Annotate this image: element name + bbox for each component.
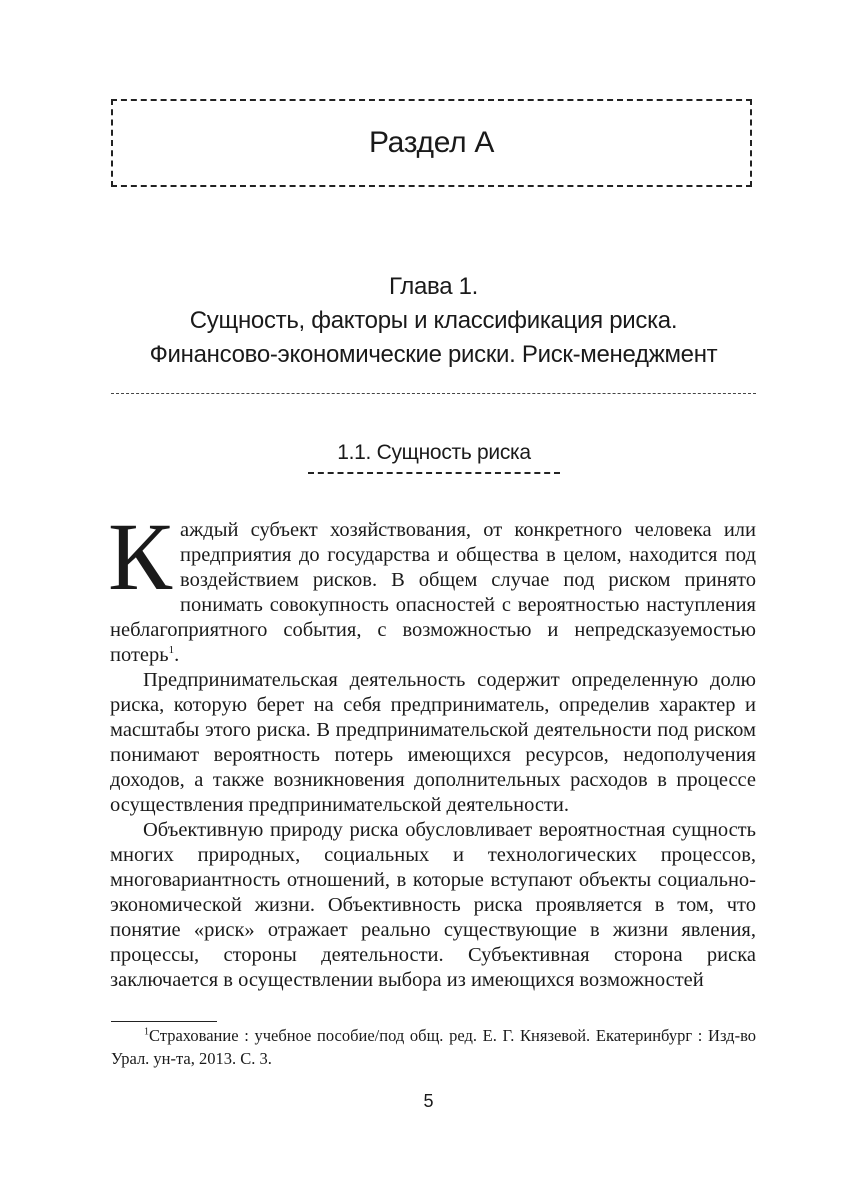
section-heading-box [111,99,752,187]
chapter-number: Глава 1. [388,273,479,300]
paragraph-2: Предпринимательская деятельность содержит определенную долю риска, которую берет на себя предприниматель, определив характер и масштабы этого риска. В предпринимательской деятельности под риском понимают вероятность потерь имеющихся ресурсов, недополучения доходов, а также возникновения дополнительных расходов в процессе осуществления предпринимательской деятельности. [110,669,756,816]
footnote-reference[interactable]: 1 [168,644,175,657]
paragraph-1-text: аждый субъект хозяйствования, от конкретного человека или предприятия до государства и общества в целом, находится под воздействием рисков. В общем случае под риском принято понимать совокупность опасностей с вероятностью наступления неблагоприятного события, с возможностью и непредсказуемостью потерь [110,519,756,666]
footnote-text: Страхование : учебное пособие/под общ. ред. Е. Г. Князевой. Екатеринбург : Изд-во Урал. ун-та, 2013. С. 3. [111,1026,756,1068]
paragraph-3: Объективную природу риска обусловливает вероятностная сущность многих природных, социальных и технологических процессов, многовариантность отношений, в которые вступают объекты социально-экономической жизни. Объективность риска проявляется в том, что понятие «риск» отражает реально существующие в жизни явления, процессы, стороны деятельности. Субъективная сторона риска заключается в осуществлении выбора из имеющихся возможностей [110,819,756,991]
footnote [111,1024,756,1070]
section-title: Раздел А [368,126,495,159]
paragraph-1-end: . [174,644,180,666]
chapter-heading [111,270,756,372]
paragraph-1 [108,503,756,668]
body-text [108,503,756,993]
chapter-divider [111,393,756,394]
subsection-title: 1.1. Сущность риска [308,441,560,474]
drop-cap: К [108,503,173,610]
chapter-title-line-2: Финансово-экономические риски. Риск-менеджмент [149,341,718,368]
footnote-divider [111,1021,217,1022]
page-number: 5 [423,1091,434,1111]
chapter-title-line-1: Сущность, факторы и классификация риска. [189,307,678,334]
footnote-mark: 1 [144,1026,149,1038]
